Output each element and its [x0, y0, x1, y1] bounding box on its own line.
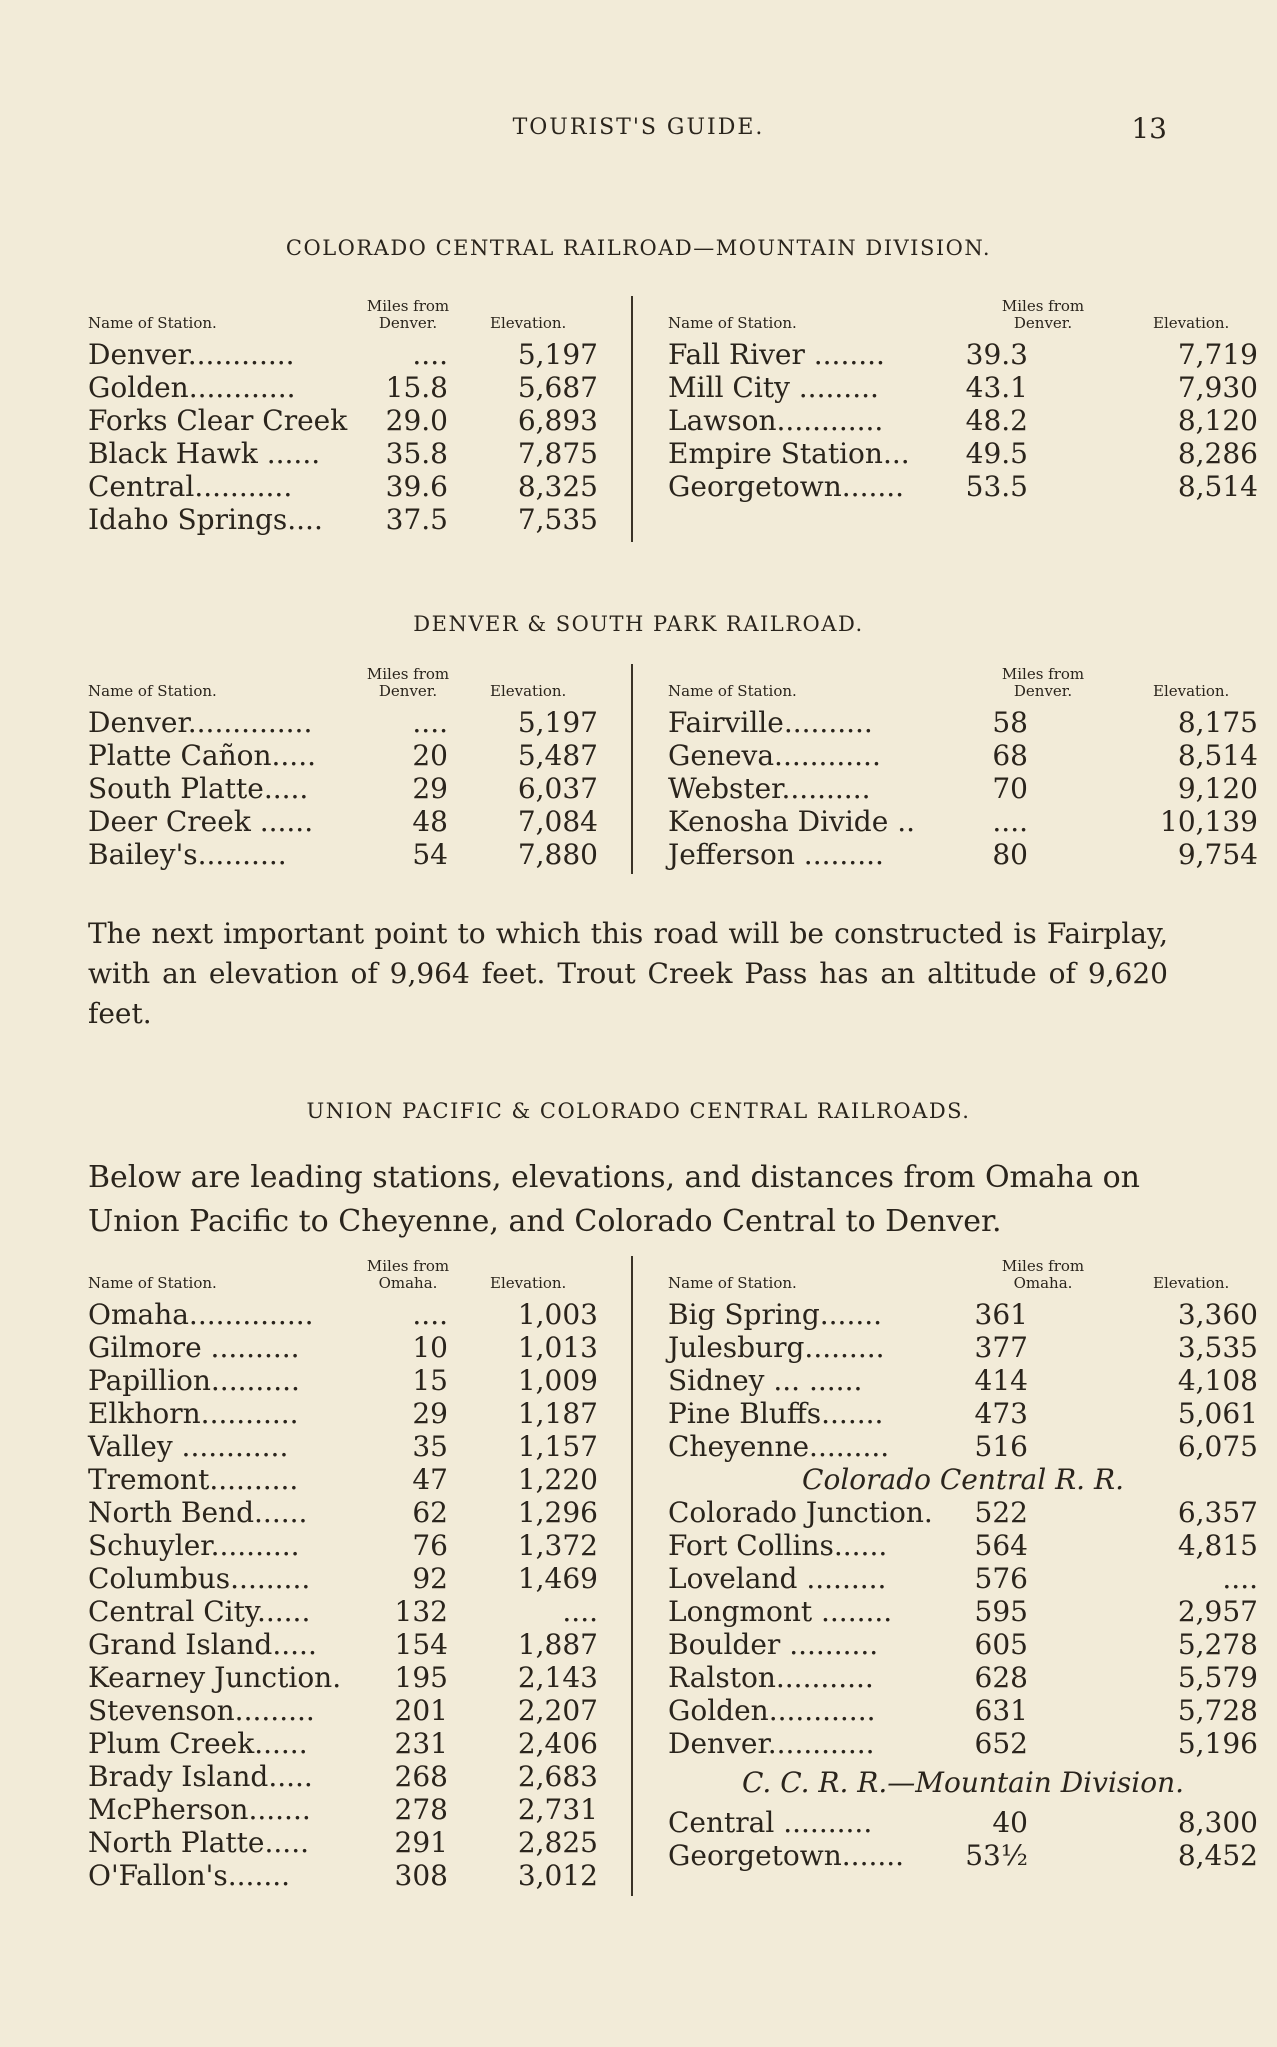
station-elevation: 7,535	[517, 503, 598, 536]
station-name: Julesburg.........	[668, 1331, 885, 1364]
station-row	[668, 1496, 1258, 1529]
station-name: Gilmore ..........	[88, 1331, 300, 1364]
station-elevation: 8,514	[1177, 739, 1258, 772]
table-colorado-central	[88, 296, 1258, 546]
station-elevation: 5,278	[1177, 1628, 1258, 1661]
header-miles: Miles from Denver.	[366, 665, 450, 700]
station-miles: 10	[412, 1331, 448, 1364]
station-row	[668, 338, 1258, 371]
station-elevation: ....	[1222, 1562, 1258, 1595]
station-miles: 595	[974, 1595, 1028, 1628]
station-miles: 58	[992, 706, 1028, 739]
table-right-column	[668, 664, 1258, 871]
station-row	[88, 404, 598, 437]
table-left-column	[88, 1256, 598, 1892]
station-name: Forks Clear Creek	[88, 404, 348, 437]
station-elevation: 2,731	[517, 1793, 598, 1826]
station-row	[668, 739, 1258, 772]
station-elevation: 2,143	[517, 1661, 598, 1694]
header-miles: Miles from Denver.	[366, 297, 450, 332]
station-row	[668, 1694, 1258, 1727]
station-elevation: 5,728	[1177, 1694, 1258, 1727]
station-elevation: 3,535	[1177, 1331, 1258, 1364]
station-name: Fort Collins......	[668, 1529, 888, 1562]
station-name: Kenosha Divide ..	[668, 805, 915, 838]
page-number: 13	[1131, 112, 1167, 145]
column-divider	[631, 296, 633, 542]
station-elevation: 6,075	[1177, 1430, 1258, 1463]
station-row	[88, 772, 598, 805]
station-miles: 605	[974, 1628, 1028, 1661]
station-row	[668, 838, 1258, 871]
station-elevation: 4,108	[1177, 1364, 1258, 1397]
station-elevation: 1,187	[517, 1397, 598, 1430]
station-elevation: 1,296	[517, 1496, 598, 1529]
station-miles: 48.2	[965, 404, 1028, 437]
column-header-row	[668, 664, 1230, 706]
station-rows	[668, 1298, 1258, 1463]
station-miles: 35.8	[385, 437, 448, 470]
station-miles: 20	[412, 739, 448, 772]
station-name: Platte Cañon.....	[88, 739, 317, 772]
station-miles: 15	[412, 1364, 448, 1397]
station-name: Denver............	[668, 1727, 875, 1760]
station-row	[88, 1727, 598, 1760]
station-miles: 291	[394, 1826, 448, 1859]
station-name: Plum Creek......	[88, 1727, 308, 1760]
station-row	[668, 1661, 1258, 1694]
station-name: Elkhorn...........	[88, 1397, 299, 1430]
station-elevation: 3,012	[517, 1859, 598, 1892]
station-elevation: 8,120	[1177, 404, 1258, 437]
header-miles: Miles from Denver.	[1001, 297, 1085, 332]
station-miles: 414	[974, 1364, 1028, 1397]
header-elevation: Elevation.	[1153, 1274, 1230, 1292]
column-header-row	[88, 664, 598, 706]
station-miles: 49.5	[965, 437, 1028, 470]
station-miles: 516	[974, 1430, 1028, 1463]
station-miles: 377	[974, 1331, 1028, 1364]
station-row	[88, 1793, 598, 1826]
station-name: Webster..........	[668, 772, 871, 805]
station-row	[668, 1430, 1258, 1463]
station-row	[668, 1806, 1258, 1839]
station-miles: 37.5	[385, 503, 448, 536]
station-name: Georgetown.......	[668, 470, 905, 503]
station-name: Black Hawk ......	[88, 437, 321, 470]
station-elevation: 5,687	[517, 371, 598, 404]
station-name: McPherson.......	[88, 1793, 311, 1826]
station-rows	[88, 1298, 598, 1892]
station-miles: ....	[412, 706, 448, 739]
station-name: Loveland .........	[668, 1562, 887, 1595]
station-name: Omaha..............	[88, 1298, 314, 1331]
station-name: Bailey's..........	[88, 838, 287, 871]
station-miles: 29	[412, 1397, 448, 1430]
column-divider	[631, 1256, 633, 1896]
station-miles: 361	[974, 1298, 1028, 1331]
note-paragraph: The next important point to which this road will be constructed is Fairplay, with an elevation of 9,964 feet. Trout Creek Pass has an altitude of 9,620 feet.	[88, 917, 1168, 1030]
station-row	[88, 371, 598, 404]
station-row	[88, 1628, 598, 1661]
station-row	[88, 1826, 598, 1859]
station-name: Big Spring.......	[668, 1298, 883, 1331]
header-elevation: Elevation.	[490, 682, 567, 700]
station-elevation: 9,120	[1177, 772, 1258, 805]
station-miles: ....	[412, 338, 448, 371]
station-row	[88, 1298, 598, 1331]
station-elevation: 1,009	[517, 1364, 598, 1397]
station-elevation: 7,930	[1177, 371, 1258, 404]
station-row	[88, 805, 598, 838]
section-title-denver-south-park: DENVER & SOUTH PARK RAILROAD.	[413, 612, 864, 636]
station-row	[668, 1529, 1258, 1562]
station-miles: 39.3	[965, 338, 1028, 371]
station-elevation: 9,754	[1177, 838, 1258, 871]
station-row	[668, 437, 1258, 470]
station-miles: 53.5	[965, 470, 1028, 503]
station-miles: 15.8	[385, 371, 448, 404]
station-row	[88, 1859, 598, 1892]
station-elevation: 5,197	[517, 338, 598, 371]
subhead-colorado-central: Colorado Central R. R.	[802, 1463, 1124, 1496]
column-header-row	[668, 296, 1230, 338]
station-name: Valley ............	[88, 1430, 289, 1463]
station-row	[88, 739, 598, 772]
station-elevation: 5,487	[517, 739, 598, 772]
station-miles: 652	[974, 1727, 1028, 1760]
station-miles: 231	[394, 1727, 448, 1760]
table-right-column	[668, 296, 1258, 503]
station-miles: 68	[992, 739, 1028, 772]
station-miles: 53½	[965, 1839, 1028, 1872]
header-name: Name of Station.	[668, 314, 797, 332]
station-elevation: 2,825	[517, 1826, 598, 1859]
station-row	[668, 1727, 1258, 1760]
station-elevation: 8,300	[1177, 1806, 1258, 1839]
station-row	[88, 1397, 598, 1430]
station-row	[668, 1298, 1258, 1331]
station-miles: 80	[992, 838, 1028, 871]
station-row	[88, 1562, 598, 1595]
station-row	[88, 1529, 598, 1562]
header-name: Name of Station.	[88, 1274, 217, 1292]
station-elevation: 1,887	[517, 1628, 598, 1661]
station-name: North Bend......	[88, 1496, 308, 1529]
header-elevation: Elevation.	[1153, 314, 1230, 332]
station-row	[668, 404, 1258, 437]
station-elevation: 1,372	[517, 1529, 598, 1562]
station-rows	[668, 706, 1258, 871]
station-name: Central ..........	[668, 1806, 873, 1839]
header-miles: Miles from Omaha.	[1001, 1257, 1085, 1292]
station-row	[88, 437, 598, 470]
station-name: Ralston...........	[668, 1661, 874, 1694]
station-elevation: 1,469	[517, 1562, 598, 1595]
station-name: Fairville..........	[668, 706, 873, 739]
station-row	[88, 1661, 598, 1694]
station-elevation: 1,003	[517, 1298, 598, 1331]
station-miles: 48	[412, 805, 448, 838]
station-miles: 201	[394, 1694, 448, 1727]
station-elevation: 2,683	[517, 1760, 598, 1793]
station-miles: 76	[412, 1529, 448, 1562]
header-elevation: Elevation.	[490, 1274, 567, 1292]
station-elevation: 8,452	[1177, 1839, 1258, 1872]
table-left-column	[88, 296, 598, 536]
subhead-mountain-division: C. C. R. R.—Mountain Division.	[741, 1766, 1185, 1799]
station-elevation: 2,406	[517, 1727, 598, 1760]
column-header-row	[88, 296, 598, 338]
station-name: Georgetown.......	[668, 1839, 905, 1872]
station-rows	[668, 1806, 1258, 1872]
station-name: Tremont..........	[88, 1463, 299, 1496]
station-elevation: 1,157	[517, 1430, 598, 1463]
station-elevation: 6,893	[517, 404, 598, 437]
station-miles: 29.0	[385, 404, 448, 437]
station-name: Empire Station...	[668, 437, 910, 470]
station-miles: 268	[394, 1760, 448, 1793]
column-divider	[631, 664, 633, 874]
header-name: Name of Station.	[668, 1274, 797, 1292]
station-elevation: 8,514	[1177, 470, 1258, 503]
station-elevation: 7,875	[517, 437, 598, 470]
section-title-union-pacific: UNION PACIFIC & COLORADO CENTRAL RAILROADS.	[306, 1099, 971, 1123]
station-elevation: ....	[562, 1595, 598, 1628]
station-name: Papillion..........	[88, 1364, 300, 1397]
station-name: North Platte.....	[88, 1826, 309, 1859]
station-miles: 473	[974, 1397, 1028, 1430]
station-name: Denver..............	[88, 706, 313, 739]
station-row	[88, 470, 598, 503]
station-row	[668, 772, 1258, 805]
station-elevation: 6,037	[517, 772, 598, 805]
header-miles: Miles from Denver.	[1001, 665, 1085, 700]
header-miles: Miles from Omaha.	[366, 1257, 450, 1292]
station-elevation: 5,197	[517, 706, 598, 739]
station-row	[668, 1364, 1258, 1397]
station-miles: 522	[974, 1496, 1028, 1529]
station-row	[88, 1595, 598, 1628]
station-miles: 43.1	[965, 371, 1028, 404]
station-name: Geneva............	[668, 739, 881, 772]
station-row	[88, 706, 598, 739]
station-miles: 29	[412, 772, 448, 805]
station-row	[668, 470, 1258, 503]
station-row	[668, 371, 1258, 404]
station-row	[668, 1628, 1258, 1661]
station-rows	[88, 338, 598, 536]
station-elevation: 7,719	[1177, 338, 1258, 371]
station-elevation: 3,360	[1177, 1298, 1258, 1331]
header-name: Name of Station.	[88, 682, 217, 700]
station-elevation: 6,357	[1177, 1496, 1258, 1529]
station-row	[668, 1331, 1258, 1364]
station-rows	[668, 338, 1258, 503]
station-name: Golden............	[88, 371, 296, 404]
station-name: South Platte.....	[88, 772, 309, 805]
station-miles: 62	[412, 1496, 448, 1529]
station-name: Central City......	[88, 1595, 311, 1628]
station-row	[88, 1760, 598, 1793]
table-denver-south-park	[88, 664, 1258, 879]
station-row	[668, 1562, 1258, 1595]
station-miles: 40	[992, 1806, 1028, 1839]
station-name: Fall River ........	[668, 338, 885, 371]
station-row	[88, 338, 598, 371]
station-elevation: 10,139	[1160, 805, 1258, 838]
station-elevation: 5,196	[1177, 1727, 1258, 1760]
column-header-row	[88, 1256, 598, 1298]
station-name: Kearney Junction.	[88, 1661, 342, 1694]
station-elevation: 7,084	[517, 805, 598, 838]
station-row	[668, 1839, 1258, 1872]
station-miles: 278	[394, 1793, 448, 1826]
station-elevation: 1,220	[517, 1463, 598, 1496]
table-union-pacific	[88, 1256, 1258, 1906]
station-row	[88, 1331, 598, 1364]
station-miles: 132	[394, 1595, 448, 1628]
station-row	[668, 805, 1258, 838]
station-miles: 35	[412, 1430, 448, 1463]
column-header-row	[668, 1256, 1230, 1298]
header-elevation: Elevation.	[490, 314, 567, 332]
station-elevation: 8,286	[1177, 437, 1258, 470]
station-name: Columbus.........	[88, 1562, 311, 1595]
station-row	[88, 838, 598, 871]
station-miles: 54	[412, 838, 448, 871]
header-name: Name of Station.	[88, 314, 217, 332]
station-miles: 576	[974, 1562, 1028, 1595]
station-miles: 39.6	[385, 470, 448, 503]
station-miles: 154	[394, 1628, 448, 1661]
station-miles: 70	[992, 772, 1028, 805]
station-name: Golden............	[668, 1694, 876, 1727]
station-row	[668, 1397, 1258, 1430]
station-name: Schuyler..........	[88, 1529, 300, 1562]
table-right-column	[668, 1256, 1258, 1872]
station-name: Deer Creek ......	[88, 805, 314, 838]
station-name: Boulder ..........	[668, 1628, 879, 1661]
station-elevation: 8,175	[1177, 706, 1258, 739]
station-miles: 631	[974, 1694, 1028, 1727]
table-left-column	[88, 664, 598, 871]
station-row	[88, 1463, 598, 1496]
header-elevation: Elevation.	[1153, 682, 1230, 700]
station-elevation: 2,957	[1177, 1595, 1258, 1628]
station-miles: ....	[412, 1298, 448, 1331]
station-rows	[88, 706, 598, 871]
header-name: Name of Station.	[668, 682, 797, 700]
station-name: O'Fallon's.......	[88, 1859, 291, 1892]
station-row	[668, 1595, 1258, 1628]
station-name: Colorado Junction.	[668, 1496, 933, 1529]
station-name: Idaho Springs....	[88, 503, 323, 536]
station-rows	[668, 1496, 1258, 1760]
station-row	[88, 1694, 598, 1727]
station-elevation: 2,207	[517, 1694, 598, 1727]
station-name: Cheyenne.........	[668, 1430, 890, 1463]
station-row	[88, 1430, 598, 1463]
station-row	[88, 1496, 598, 1529]
station-miles: 92	[412, 1562, 448, 1595]
station-elevation: 4,815	[1177, 1529, 1258, 1562]
station-miles: 195	[394, 1661, 448, 1694]
station-name: Mill City .........	[668, 371, 879, 404]
running-head: TOURIST'S GUIDE.	[512, 115, 765, 140]
station-elevation: 5,579	[1177, 1661, 1258, 1694]
station-elevation: 8,325	[517, 470, 598, 503]
station-name: Stevenson.........	[88, 1694, 315, 1727]
station-name: Central...........	[88, 470, 293, 503]
station-miles: 564	[974, 1529, 1028, 1562]
station-name: Longmont ........	[668, 1595, 893, 1628]
station-name: Grand Island.....	[88, 1628, 317, 1661]
station-name: Pine Bluffs.......	[668, 1397, 884, 1430]
station-name: Lawson............	[668, 404, 884, 437]
station-miles: 628	[974, 1661, 1028, 1694]
station-miles: 308	[394, 1859, 448, 1892]
intro-paragraph: Below are leading stations, elevations, and distances from Omaha on Union Pacific to Cheyenne, and Colorado Central to Denver.	[88, 1160, 1140, 1239]
station-name: Brady Island.....	[88, 1760, 313, 1793]
station-row	[88, 503, 598, 536]
station-elevation: 1,013	[517, 1331, 598, 1364]
station-name: Jefferson .........	[668, 838, 884, 871]
station-elevation: 7,880	[517, 838, 598, 871]
station-name: Denver............	[88, 338, 295, 371]
station-miles: 47	[412, 1463, 448, 1496]
station-elevation: 5,061	[1177, 1397, 1258, 1430]
station-row	[88, 1364, 598, 1397]
station-name: Sidney ... ......	[668, 1364, 863, 1397]
station-row	[668, 706, 1258, 739]
section-title-colorado-central: COLORADO CENTRAL RAILROAD—MOUNTAIN DIVISION.	[285, 236, 992, 260]
station-miles: ....	[992, 805, 1028, 838]
